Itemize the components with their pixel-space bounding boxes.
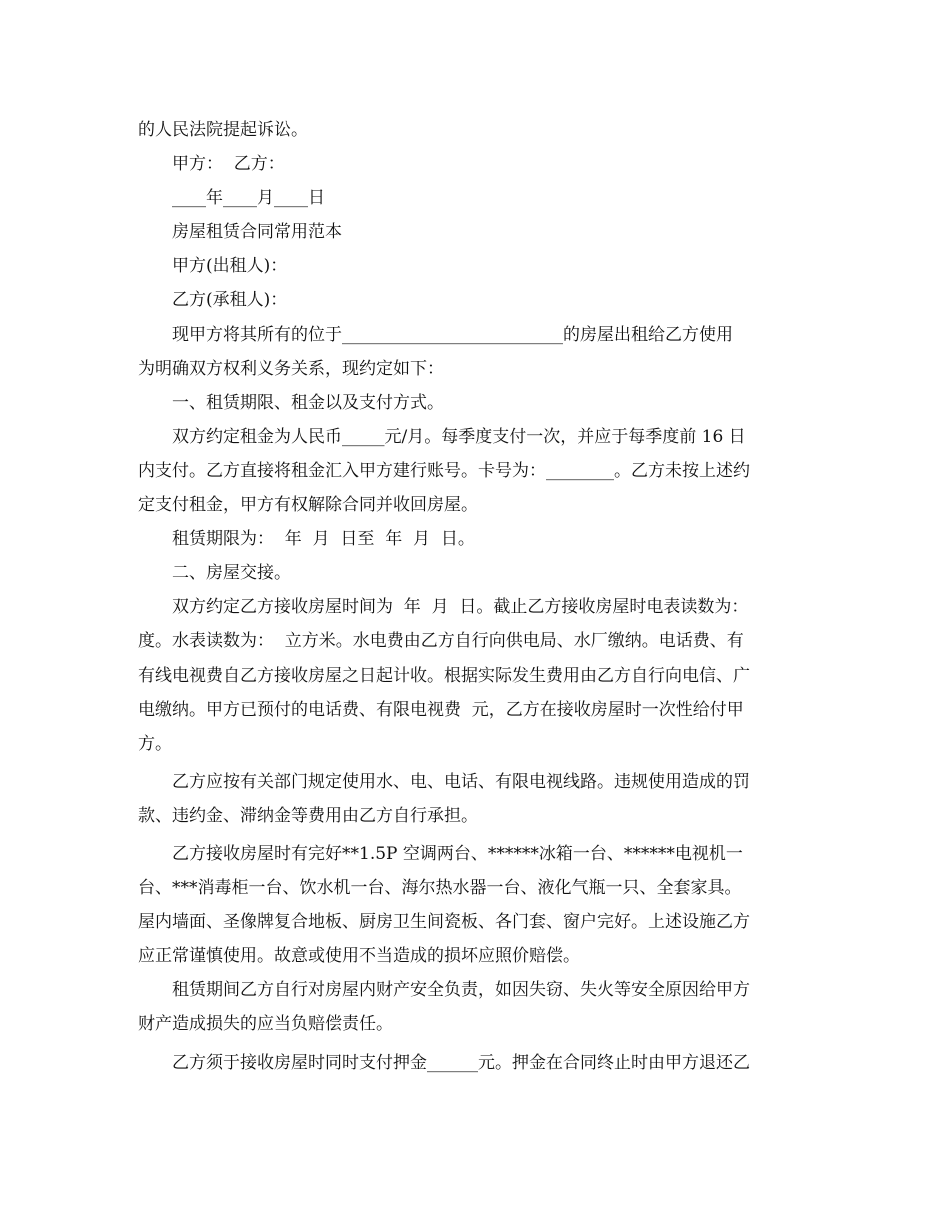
text-line: 有线电视费自乙方接收房屋之日起计收。根据实际发生费用由乙方自行向电信、广 xyxy=(138,665,750,686)
document-title: 房屋租赁合同常用范本 xyxy=(172,222,342,243)
text-line: 乙方接收房屋时有完好**1.5P 空调两台、******冰箱一台、******电视机一 xyxy=(172,843,743,864)
text-line: 乙方应按有关部门规定使用水、电、电话、有限电视线路。违规使用造成的罚 xyxy=(172,771,750,792)
text-line: 度。水表读数为： 立方米。水电费由乙方自行向供电局、水厂缴纳。电话费、有 xyxy=(138,631,744,652)
text-line: 应正常谨慎使用。故意或使用不当造成的损坏应照价赔偿。 xyxy=(138,946,580,967)
text-line: 款、违约金、滞纳金等费用由乙方自行承担。 xyxy=(138,805,478,826)
text-line: 内支付。乙方直接将租金汇入甲方建行账号。卡号为：________。乙方未按上述约 xyxy=(138,460,750,481)
section-heading: 一、租赁期限、租金以及支付方式。 xyxy=(172,392,444,413)
date-blank-line: ____年____月____日 xyxy=(172,188,325,209)
text-line: 的人民法院提起诉讼。 xyxy=(138,120,308,140)
text-line: 租赁期限为： 年 月 日至 年 月 日。 xyxy=(172,529,475,550)
text-line: 乙方须于接收房屋时同时支付押金______元。押金在合同终止时由甲方退还乙 xyxy=(172,1052,750,1073)
contract-document xyxy=(138,113,814,1080)
text-line: 台、***消毒柜一台、饮水机一台、海尔热水器一台、液化气瓶一只、全套家具。 xyxy=(138,878,742,899)
text-line: 现甲方将其所有的位于__________________________的房屋出租给乙方使用 xyxy=(172,324,733,345)
text-line: 屋内墙面、圣像牌复合地板、厨房卫生间瓷板、各门套、窗户完好。上述设施乙方 xyxy=(138,912,750,933)
section-heading: 二、房屋交接。 xyxy=(172,563,291,584)
text-line: 电缴纳。甲方已预付的电话费、有限电视费 元，乙方在接收房屋时一次性给付甲 xyxy=(138,699,744,720)
text-line: 租赁期间乙方自行对房屋内财产安全负责，如因失窃、失火等安全原因给甲方 xyxy=(172,980,750,1001)
party-a-line: 甲方(出租人)： xyxy=(172,256,288,277)
party-b-line: 乙方(承租人)： xyxy=(172,290,288,311)
text-line: 方。 xyxy=(138,733,172,754)
text-line: 定支付租金，甲方有权解除合同并收回房屋。 xyxy=(138,495,478,516)
text-line: 双方约定乙方接收房屋时间为 年 月 日。截止乙方接收房屋时电表读数为： xyxy=(172,597,749,618)
text-line: 为明确双方权利义务关系，现约定如下： xyxy=(138,358,444,379)
text-line: 双方约定租金为人民币_____元/月。每季度支付一次，并应于每季度前 16 日 xyxy=(172,426,746,447)
text-line: 甲方： 乙方： xyxy=(172,154,285,175)
text-line: 财产造成损失的应当负赔偿责任。 xyxy=(138,1014,393,1035)
